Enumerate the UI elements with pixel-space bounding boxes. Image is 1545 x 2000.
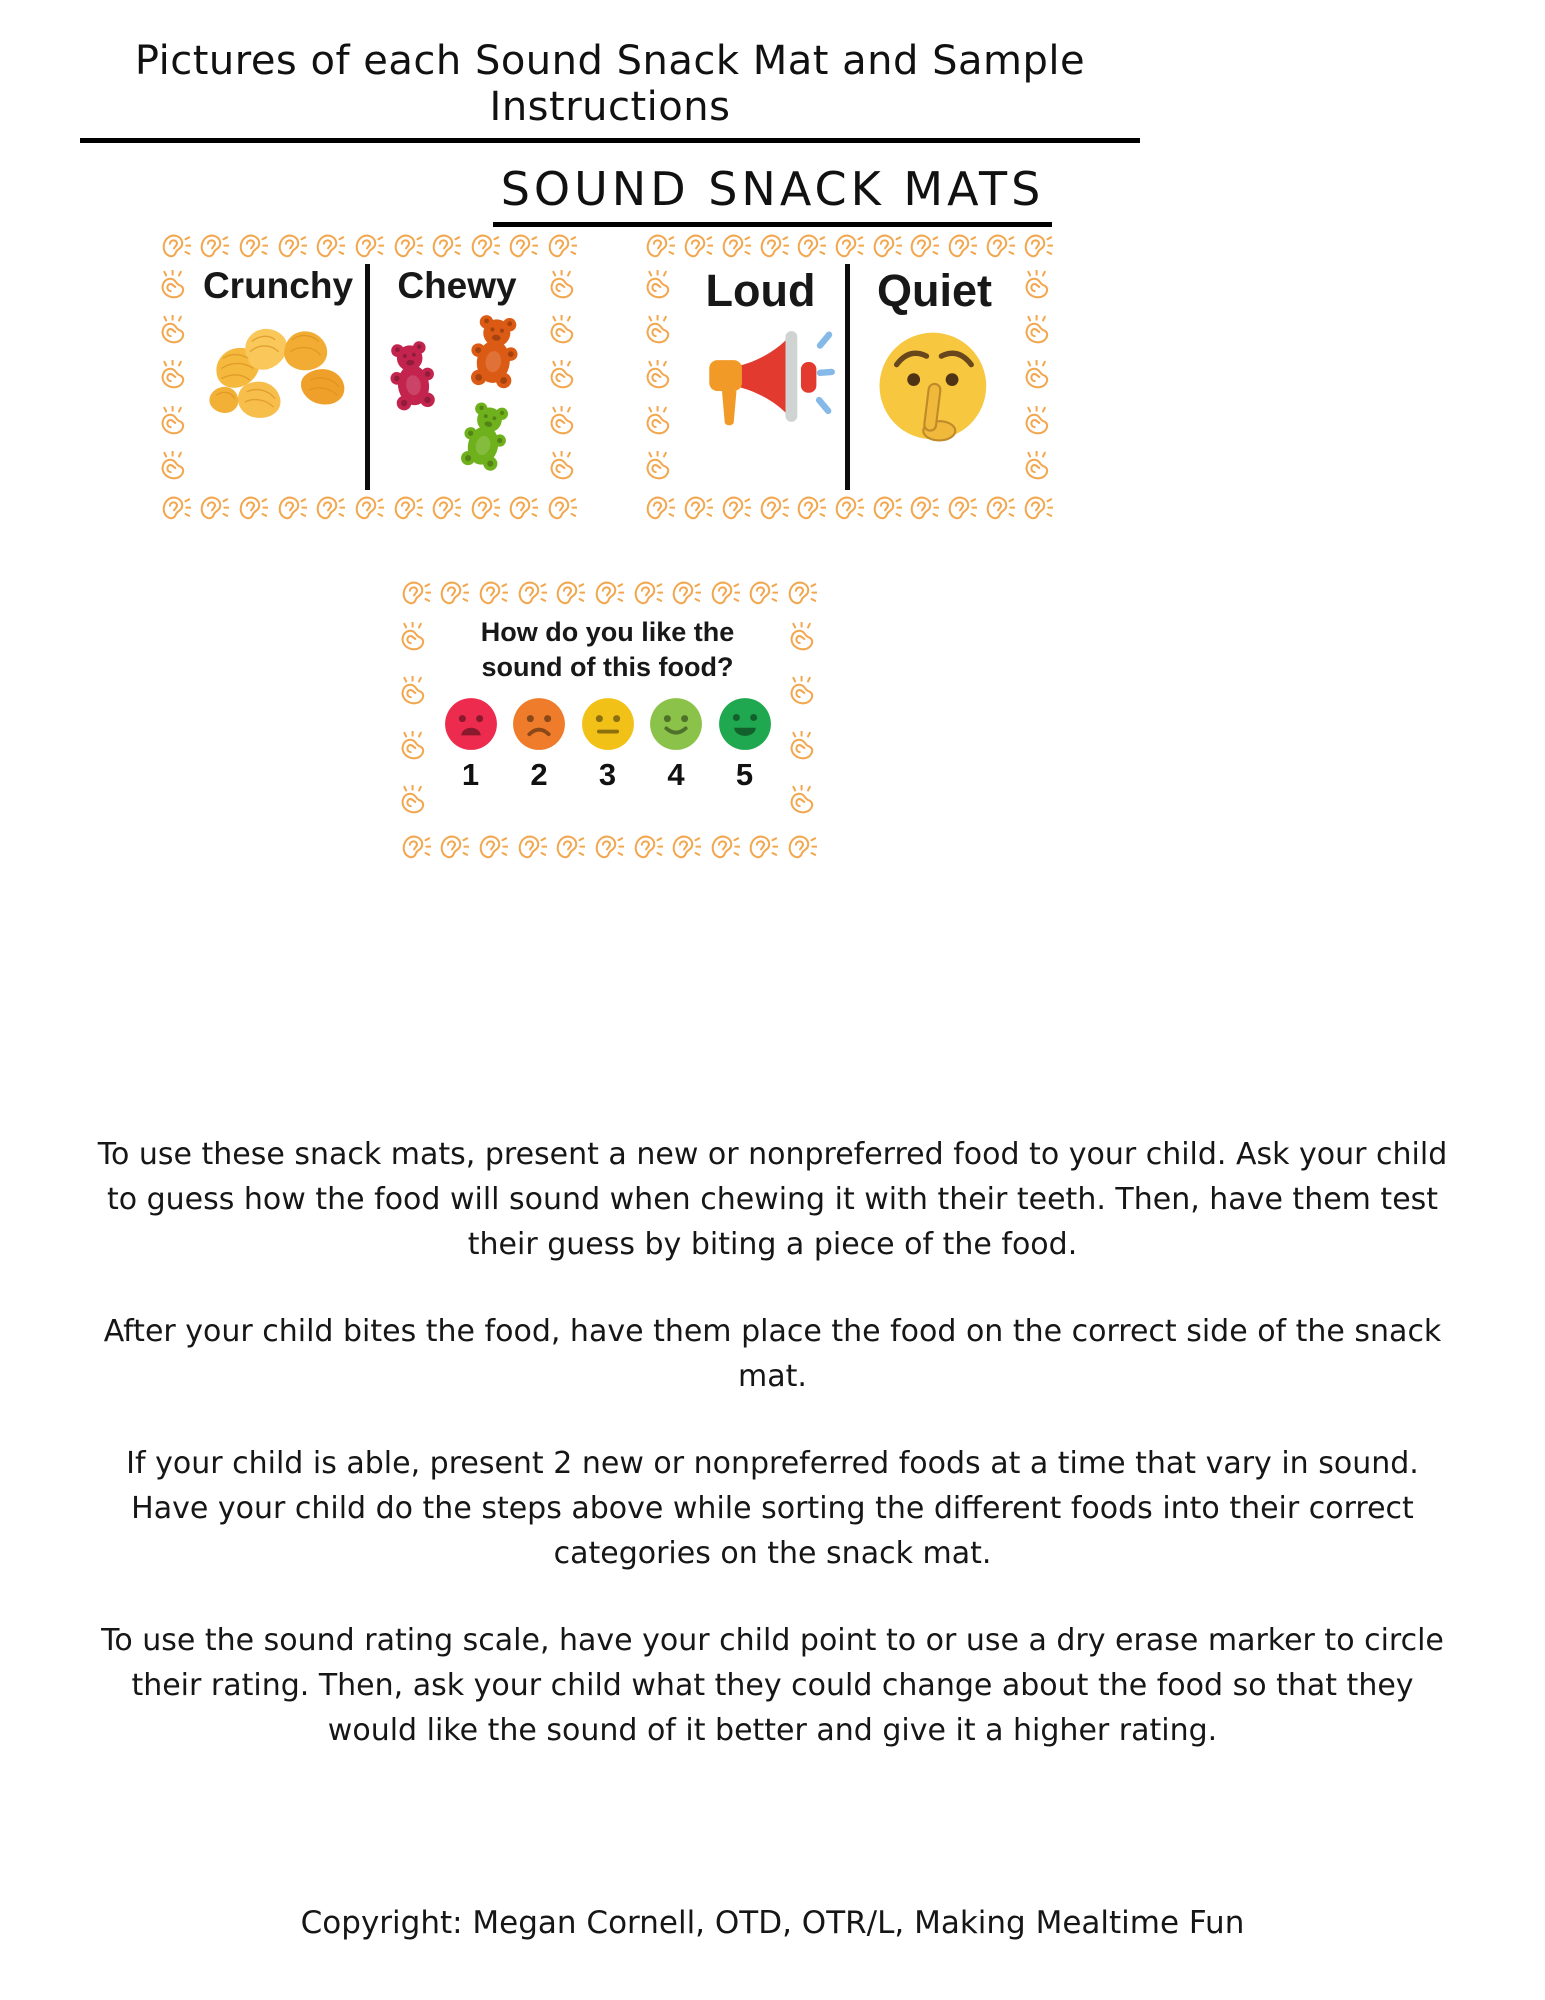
rating-option xyxy=(511,697,567,793)
ear-icon xyxy=(944,230,977,263)
ear-icon xyxy=(196,230,229,263)
ear-icon xyxy=(756,492,789,525)
ear-border-top xyxy=(155,228,580,264)
ear-icon xyxy=(642,230,675,263)
ear-icon xyxy=(668,831,701,864)
sound-rating-mat xyxy=(395,575,820,865)
ear-icon xyxy=(552,577,585,610)
ear-icon xyxy=(680,492,713,525)
mat-half-chewy xyxy=(370,264,544,490)
ear-icon xyxy=(982,230,1015,263)
ear-icon xyxy=(1020,492,1053,525)
shushing-face-illustration xyxy=(871,322,999,450)
mat-half-quiet xyxy=(850,264,1019,490)
ear-icon xyxy=(475,577,508,610)
ear-icon xyxy=(546,451,579,484)
ear-icon xyxy=(1021,406,1054,439)
ear-icon xyxy=(793,230,826,263)
face-smile-icon xyxy=(649,697,703,751)
ear-icon xyxy=(546,360,579,393)
ear-icon xyxy=(546,315,579,348)
ear-icon xyxy=(786,731,819,764)
snack-mat-crunchy-chewy xyxy=(155,228,580,526)
ear-icon xyxy=(475,831,508,864)
ear-icon xyxy=(351,230,384,263)
ear-icon xyxy=(944,492,977,525)
ear-icon xyxy=(390,492,423,525)
face-sad-open-icon xyxy=(444,697,498,751)
copyright-text: Copyright: Megan Cornell, OTD, OTR/L, Making Mealtime Fun xyxy=(300,1905,1245,1941)
rating-question-line2: sound of this food? xyxy=(481,652,734,683)
rating-number: 3 xyxy=(598,757,617,793)
rating-option xyxy=(443,697,499,793)
ear-icon xyxy=(642,492,675,525)
ear-icon xyxy=(505,492,538,525)
ear-icon xyxy=(436,577,469,610)
ear-icon xyxy=(718,492,751,525)
ear-border-bottom xyxy=(395,829,820,865)
rating-number: 2 xyxy=(530,757,548,793)
ear-icon xyxy=(786,676,819,709)
ear-icon xyxy=(196,492,229,525)
loud-label: Loud xyxy=(705,265,816,316)
ear-icon xyxy=(467,492,500,525)
ear-icon xyxy=(630,577,663,610)
ear-icon xyxy=(428,492,461,525)
potato-chips-illustration xyxy=(186,313,371,439)
rating-question-line1: How do you like the xyxy=(480,617,735,647)
ear-icon xyxy=(397,622,430,655)
instructions xyxy=(90,1132,1455,1795)
ear-icon xyxy=(591,577,624,610)
title-wrap xyxy=(0,162,1545,227)
ear-border-left xyxy=(640,264,676,490)
ear-icon xyxy=(831,230,864,263)
ear-icon xyxy=(718,230,751,263)
ear-icon xyxy=(642,315,675,348)
ear-icon xyxy=(1021,315,1054,348)
ear-border-top xyxy=(395,575,820,611)
rating-option xyxy=(580,697,636,793)
ear-icon xyxy=(544,230,577,263)
ear-icon xyxy=(274,492,307,525)
mat-half-loud xyxy=(676,264,845,490)
ear-icon xyxy=(544,492,577,525)
instruction-paragraph: After your child bites the food, have them place the food on the correct side of the snack mat. xyxy=(103,1314,1442,1394)
rating-number: 5 xyxy=(735,757,754,793)
ear-icon xyxy=(982,492,1015,525)
face-frown-icon xyxy=(512,697,566,751)
instruction-paragraph: If your child is able, present 2 new or nonpreferred foods at a time that vary in sound. Have your child do the steps above while sorting the different foods into their correct categories on the snack mat. xyxy=(126,1446,1419,1571)
ear-icon xyxy=(793,492,826,525)
ear-icon xyxy=(869,230,902,263)
rating-option xyxy=(648,697,704,793)
ear-icon xyxy=(390,230,423,263)
ear-icon xyxy=(668,577,701,610)
snack-mat-loud-quiet xyxy=(640,228,1055,526)
ear-icon xyxy=(158,230,191,263)
ear-icon xyxy=(546,270,579,303)
mat-half-crunchy xyxy=(191,264,365,490)
ear-icon xyxy=(707,831,740,864)
gummy-bears-illustration xyxy=(377,313,537,485)
ear-icon xyxy=(546,406,579,439)
ear-icon xyxy=(157,451,190,484)
ear-icon xyxy=(312,492,345,525)
ear-icon xyxy=(642,270,675,303)
ear-icon xyxy=(398,577,431,610)
ear-icon xyxy=(1021,360,1054,393)
ear-icon xyxy=(398,831,431,864)
ear-icon xyxy=(436,831,469,864)
ear-icon xyxy=(756,230,789,263)
ear-icon xyxy=(784,577,817,610)
page-title: SOUND SNACK MATS xyxy=(493,162,1053,227)
face-big-smile-icon xyxy=(718,697,772,751)
ear-icon xyxy=(786,622,819,655)
ear-icon xyxy=(831,492,864,525)
ear-icon xyxy=(157,270,190,303)
rating-question xyxy=(431,615,784,685)
ear-icon xyxy=(745,577,778,610)
ear-icon xyxy=(351,492,384,525)
ear-icon xyxy=(642,360,675,393)
ear-icon xyxy=(312,230,345,263)
ear-icon xyxy=(552,831,585,864)
rating-scale xyxy=(443,697,773,793)
ear-icon xyxy=(906,230,939,263)
ear-border-bottom xyxy=(155,490,580,526)
ear-icon xyxy=(1021,451,1054,484)
ear-icon xyxy=(397,731,430,764)
crunchy-label: Crunchy xyxy=(202,265,354,306)
ear-icon xyxy=(642,451,675,484)
ear-icon xyxy=(786,785,819,818)
header-title: Pictures of each Sound Snack Mat and Sample Instructions xyxy=(80,38,1140,143)
instruction-paragraph: To use the sound rating scale, have your child point to or use a dry erase marker to circle their rating. Then, ask your child what they could change about the food so that they would like the sound of it better and give it a higher rating. xyxy=(101,1623,1444,1748)
ear-icon xyxy=(680,230,713,263)
rating-number: 4 xyxy=(667,757,685,793)
ear-icon xyxy=(707,577,740,610)
ear-border-right xyxy=(1019,264,1055,490)
ear-icon xyxy=(745,831,778,864)
ear-icon xyxy=(505,230,538,263)
ear-border-right xyxy=(784,611,820,829)
quiet-label: Quiet xyxy=(876,265,992,316)
face-neutral-icon xyxy=(581,697,635,751)
ear-icon xyxy=(642,406,675,439)
ear-icon xyxy=(869,492,902,525)
ear-icon xyxy=(235,230,268,263)
ear-icon xyxy=(397,785,430,818)
ear-icon xyxy=(784,831,817,864)
ear-border-bottom xyxy=(640,490,1055,526)
ear-icon xyxy=(514,831,547,864)
ear-icon xyxy=(274,230,307,263)
ear-border-left xyxy=(395,611,431,829)
megaphone-illustration xyxy=(681,322,841,440)
ear-border-top xyxy=(640,228,1055,264)
ear-icon xyxy=(235,492,268,525)
ear-icon xyxy=(1021,270,1054,303)
ear-icon xyxy=(591,831,624,864)
ear-icon xyxy=(906,492,939,525)
ear-icon xyxy=(630,831,663,864)
ear-icon xyxy=(428,230,461,263)
ear-icon xyxy=(158,492,191,525)
rating-number: 1 xyxy=(461,757,480,793)
ear-icon xyxy=(397,676,430,709)
ear-icon xyxy=(514,577,547,610)
ear-border-right xyxy=(544,264,580,490)
rating-option xyxy=(717,697,773,793)
header xyxy=(80,38,1140,143)
instruction-paragraph: To use these snack mats, present a new or nonpreferred food to your child. Ask your child to guess how the food will sound when chewing it with their teeth. Then, have them test their guess by biting a piece of the food. xyxy=(97,1137,1448,1262)
ear-icon xyxy=(467,230,500,263)
chewy-label: Chewy xyxy=(397,265,517,306)
ear-icon xyxy=(1020,230,1053,263)
